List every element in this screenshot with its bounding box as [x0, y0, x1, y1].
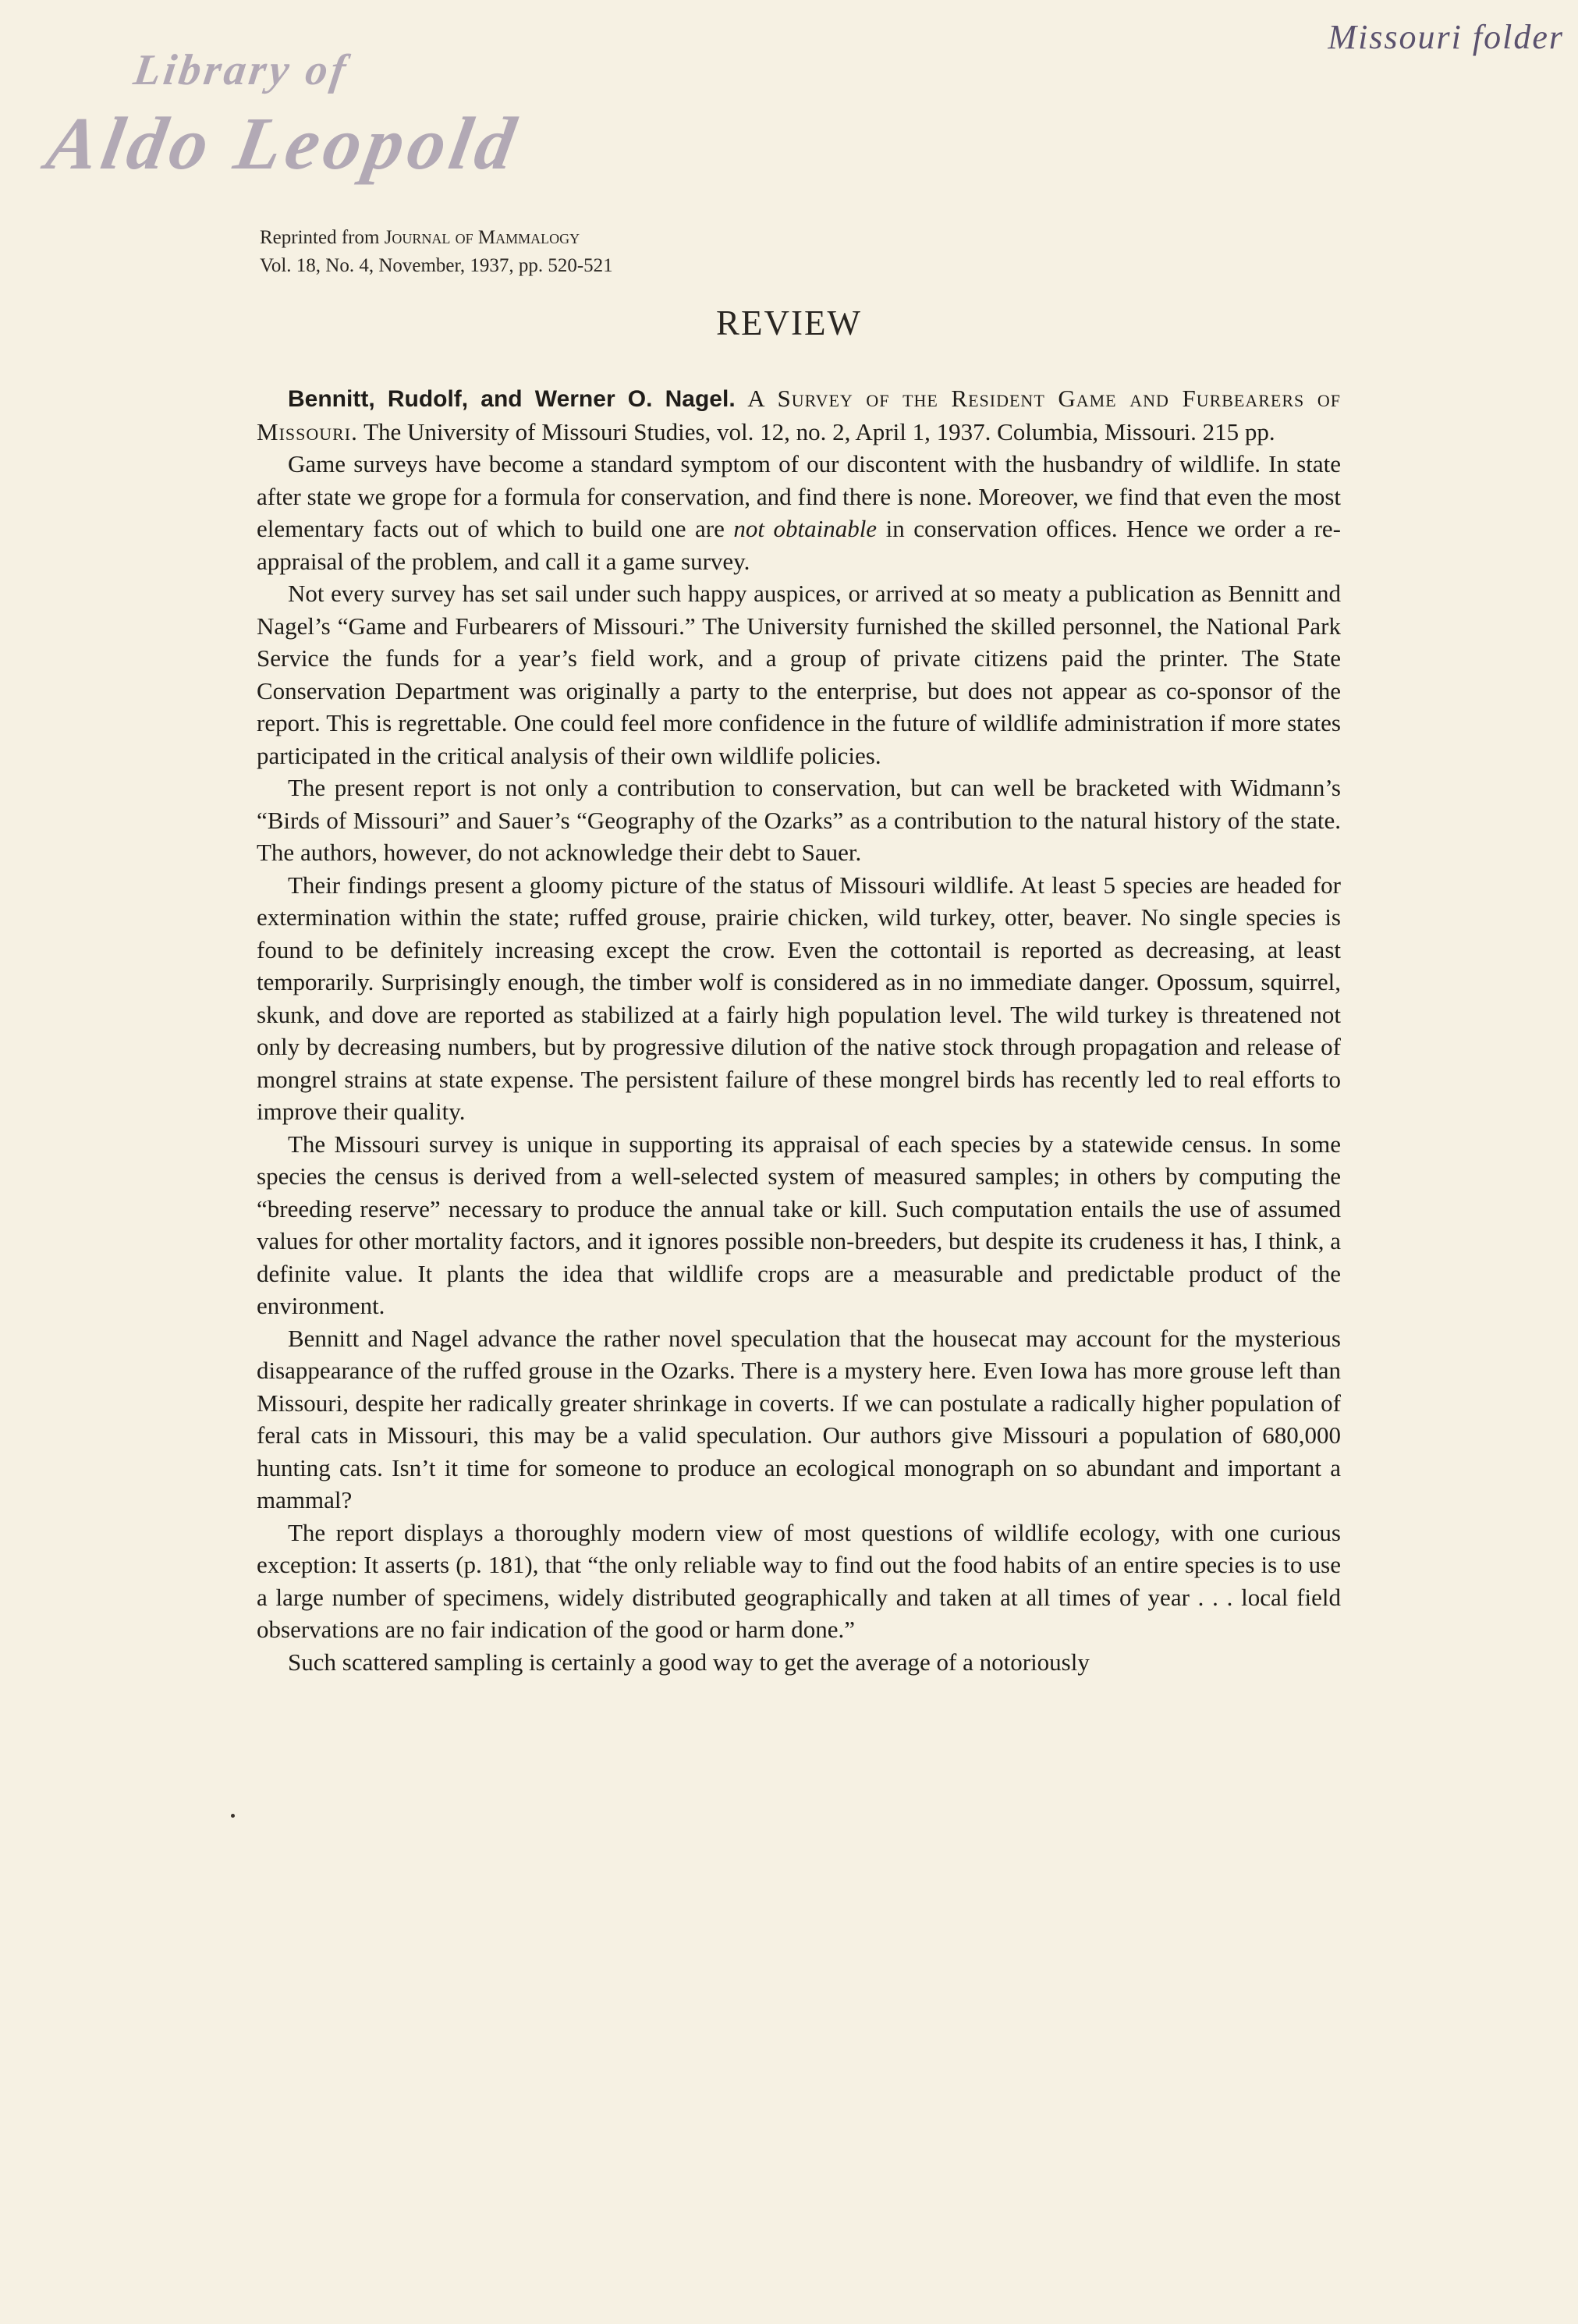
paragraph-8: The report displays a thoroughly modern view of most questions of wildlife ecology, with one curious exception: It asserts (p. 181), that “the only reliable way to find out the food habits of an entire species is to use a large number of specimens, widely distributed geographically and taken at all times of year . . . local field observations are no fair indication of the good or harm done.”	[257, 1518, 1341, 1643]
paragraph-4: The present report is not only a contribution to conservation, but can well be bracketed with Widmann’s “Birds of Missouri” and Sauer’s “Geography of the Ozarks” as a contribution to the natural history of the state. The authors, however, do not acknowledge their debt to Sauer.	[257, 774, 1341, 866]
journal-name: Journal of Mammalogy	[384, 227, 580, 248]
paragraph-7: Bennitt and Nagel advance the rather novel speculation that the housecat may account for the mysterious disappearance of the ruffed grouse in the Ozarks. There is a mystery here. Even Iowa has more grouse left than Missouri, despite her radically greater shrinkage in coverts. If we can postulate a radically higher population of feral cats in Missouri, this may be a valid speculation. Our authors give Missouri a population of 680,000 hunting cats. Isn’t it time for someone to produce an ecological monograph on so abundant and important a mammal?	[257, 1324, 1341, 1513]
handwritten-note: Missouri folder	[1328, 18, 1564, 56]
reprint-notice	[260, 224, 613, 280]
citation-details: The University of Missouri Studies, vol. 12, no. 2, April 1, 1937. Columbia, Missouri. 215 pp.	[363, 417, 1275, 445]
paragraph-6: The Missouri survey is unique in supporting its appraisal of each species by a statewide census. In some species the census is derived from a well-selected system of measured samples; in others by computing the “breeding reserve” necessary to produce the annual take or kill. Such computation entails the use of assumed values for other mortality factors, and it ignores possible non-breeders, but despite its crudeness it has, I think, a definite value. It plants the idea that wildlife crops are a measurable and predictable product of the environment.	[257, 1130, 1341, 1319]
citation-work-title: A Survey of the Resident Game and Furbearers of Missouri.	[257, 385, 1341, 445]
margin-mark	[231, 1814, 235, 1818]
reprint-line-2: Vol. 18, No. 4, November, 1937, pp. 520-521	[260, 255, 613, 276]
paragraph-9: Such scattered sampling is certainly a good way to get the average of a notoriously	[288, 1648, 1090, 1676]
stamp-line-owner: Aldo Leopold	[41, 101, 527, 185]
paragraph-2-emphasis: not obtainable	[733, 515, 878, 542]
stamp-line-library: Library of	[130, 46, 353, 94]
paragraph-2-before: Game surveys have become a standard symptom of our discontent with the husbandry of wildlife. In state after state we grope for a formula for conservation, and find there is none. Moreover, we find that even the most elementary facts out of which to build one are	[257, 450, 1341, 542]
page-title: REVIEW	[716, 303, 862, 342]
library-stamp	[41, 45, 527, 186]
paragraph-2	[257, 448, 1341, 577]
reprint-line-1	[260, 224, 613, 252]
paragraph-5: Their findings present a gloomy picture of the status of Missouri wildlife. At least 5 species are headed for extermination within the state; ruffed grouse, prairie chicken, wild turkey, otter, beaver. No single species is found to be definitely increasing except the crow. Even the cottontail is reported as decreasing, at least temporarily. Surprisingly enough, the timber wolf is considered as in no immediate danger. Opossum, squirrel, skunk, and dove are reported as stabilized at a fairly high population level. The wild turkey is threatened not only by decreasing numbers, but by progressive dilution of the native stock through propagation and release of mongrel strains at state expense. The persistent failure of these mongrel birds has recently led to real efforts to improve their quality.	[257, 871, 1341, 1125]
paragraph-3: Not every survey has set sail under such happy auspices, or arrived at so meaty a publication as Bennitt and Nagel’s “Game and Furbearers of Missouri.” The University furnished the skilled personnel, the National Park Service the funds for a year’s field work, and a group of private citizens paid the printer. The State Conservation Department was originally a party to the enterprise, but does not appear as co-sponsor of the report. This is regrettable. One could feel more confidence in the future of wildlife administration if more states participated in the critical analysis of their own wildlife policies.	[257, 580, 1341, 769]
reprint-prefix: Reprinted from	[260, 227, 385, 248]
paragraph-2-after: in conservation offices. Hence we order a re-appraisal of the problem, and call it a game survey.	[257, 515, 1341, 575]
citation-paragraph	[257, 382, 1341, 448]
citation-authors: Bennitt, Rudolf, and Werner O. Nagel.	[288, 386, 736, 412]
review-body	[257, 382, 1341, 1678]
